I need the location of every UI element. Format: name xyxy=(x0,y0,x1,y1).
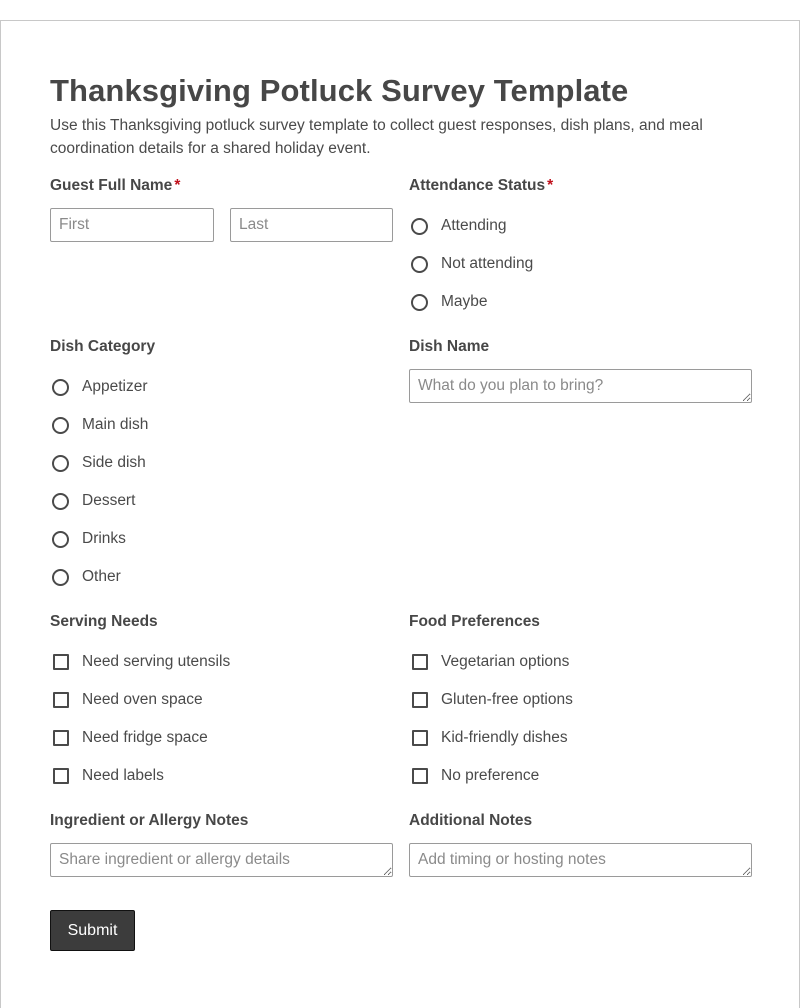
additional-notes-label: Additional Notes xyxy=(409,812,533,829)
food-pref-option-kid-friendly[interactable] xyxy=(409,727,568,749)
food-pref-option-vegetarian[interactable] xyxy=(409,651,569,673)
attendance-label xyxy=(409,177,553,195)
option-label: Need fridge space xyxy=(82,729,208,746)
dish-category-option-side-dish[interactable] xyxy=(50,452,146,474)
option-label: Kid-friendly dishes xyxy=(441,729,568,746)
radio-button[interactable] xyxy=(52,455,69,472)
submit-button[interactable]: Submit xyxy=(50,910,135,951)
radio-button[interactable] xyxy=(52,417,69,434)
option-label: Dessert xyxy=(82,492,136,509)
checkbox[interactable] xyxy=(53,692,69,708)
dish-category-option-other[interactable] xyxy=(50,566,121,588)
checkbox[interactable] xyxy=(412,768,428,784)
dish-category-option-dessert[interactable] xyxy=(50,490,135,512)
radio-button[interactable] xyxy=(411,218,428,235)
attendance-option-not-attending[interactable] xyxy=(409,253,533,275)
food-pref-option-gluten-free[interactable] xyxy=(409,689,573,711)
option-label: Need oven space xyxy=(82,691,203,708)
dish-name-label: Dish Name xyxy=(409,338,490,355)
serving-needs-option-labels[interactable] xyxy=(50,765,164,787)
additional-notes-textarea[interactable] xyxy=(409,843,752,877)
radio-button[interactable] xyxy=(52,493,69,510)
option-label: Main dish xyxy=(82,416,149,433)
option-label: Need labels xyxy=(82,767,164,784)
serving-needs-option-utensils[interactable] xyxy=(50,651,230,673)
option-label: Gluten-free options xyxy=(441,691,573,708)
checkbox[interactable] xyxy=(412,730,428,746)
guest-name-label-text: Guest Full Name xyxy=(50,177,173,194)
option-label: Vegetarian options xyxy=(441,653,570,670)
attendance-option-maybe[interactable] xyxy=(409,291,488,313)
serving-needs-label: Serving Needs xyxy=(50,613,158,630)
option-label: Need serving utensils xyxy=(82,653,231,670)
form-description: Use this Thanksgiving potluck survey template to collect guest responses, dish plans, and meal coordination details for a shared holiday event. xyxy=(50,117,703,157)
dish-category-option-appetizer[interactable] xyxy=(50,376,147,398)
dish-category-option-drinks[interactable] xyxy=(50,528,126,550)
checkbox[interactable] xyxy=(53,768,69,784)
option-label: Other xyxy=(82,568,121,585)
option-label: Drinks xyxy=(82,530,126,547)
dish-name-textarea[interactable] xyxy=(409,369,752,403)
checkbox[interactable] xyxy=(53,730,69,746)
option-label: Not attending xyxy=(441,255,534,272)
checkbox[interactable] xyxy=(412,654,428,670)
attendance-label-text: Attendance Status xyxy=(409,177,546,194)
allergy-notes-textarea[interactable] xyxy=(50,843,393,877)
first-name-input[interactable] xyxy=(50,208,214,242)
radio-button[interactable] xyxy=(52,379,69,396)
allergy-notes-label: Ingredient or Allergy Notes xyxy=(50,812,249,829)
option-label: Attending xyxy=(441,217,507,234)
dish-category-option-main-dish[interactable] xyxy=(50,414,148,436)
food-preferences-label: Food Preferences xyxy=(409,613,540,630)
checkbox[interactable] xyxy=(53,654,69,670)
checkbox[interactable] xyxy=(412,692,428,708)
radio-button[interactable] xyxy=(411,294,428,311)
form-card xyxy=(0,20,800,1008)
option-label: Maybe xyxy=(441,293,488,310)
attendance-option-attending[interactable] xyxy=(409,215,507,237)
radio-button[interactable] xyxy=(411,256,428,273)
food-pref-option-no-preference[interactable] xyxy=(409,765,539,787)
required-marker: * xyxy=(547,177,554,194)
option-label: No preference xyxy=(441,767,540,784)
last-name-input[interactable] xyxy=(230,208,393,242)
required-marker: * xyxy=(174,177,181,194)
serving-needs-option-fridge[interactable] xyxy=(50,727,208,749)
radio-button[interactable] xyxy=(52,531,69,548)
option-label: Appetizer xyxy=(82,378,148,395)
guest-name-label xyxy=(50,177,180,195)
page-title: Thanksgiving Potluck Survey Template xyxy=(50,73,629,108)
dish-category-label: Dish Category xyxy=(50,338,156,355)
option-label: Side dish xyxy=(82,454,146,471)
radio-button[interactable] xyxy=(52,569,69,586)
serving-needs-option-oven[interactable] xyxy=(50,689,203,711)
